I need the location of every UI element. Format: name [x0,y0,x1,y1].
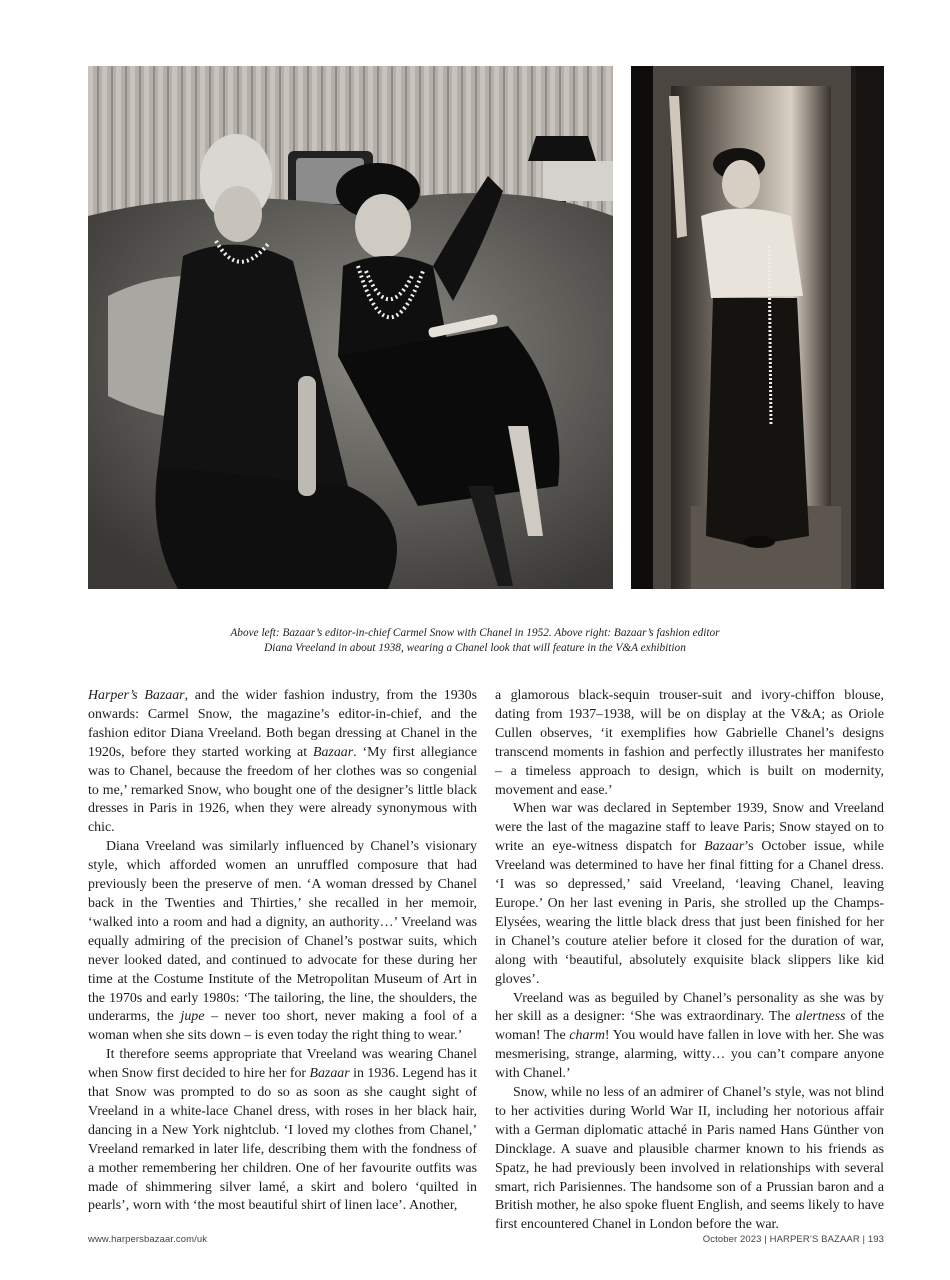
body-paragraph: It therefore seems appropriate that Vreeland was wearing Chanel when Snow first decided to hire her for Bazaar in 1936. Legend has it that Snow was prompted to do so as soon as she caught sight of Vreeland in a white-lace Chanel dress, with roses in her black hair, dancing in a New York nightclub. ‘I loved my clothes from Chanel,’ Vreeland remarked in later life, describing them with the fondness of a mother remembering her children. One of her favourite outfits was made of shimmering silver lamé, a skirt and bolero ‘quilted in pearls’, worn with ‘the most beautiful shirt of linen lace’. Another, [88,1047,477,1214]
photo-snow-and-chanel [88,66,613,589]
body-paragraph: Diana Vreeland was similarly influenced by Chanel’s visionary style, which afforded women an unruffled composure that had previously been the preserve of men. ‘A woman dressed by Chanel back in the Twenties and Thirties,’ she recalled in her memoir, ‘walked into a room and had a dignity, an authority…’ Vreeland was equally admiring of the precision of Chanel’s postwar suits, which never looked dated, and continued to advocate for these during her time at the Costume Institute of the Metropolitan Museum of Art in the 1970s and early 1980s: ‘The tailoring, the line, the shoulders, the underarms, the jupe – never too short, never making a fool of a woman when she sits down – is even today the right thing to wear.’ [88,839,477,1044]
article-column-right [495,687,884,1235]
body-paragraph: a glamorous black-sequin trouser-suit and ivory-chiffon blouse, dating from 1937–1938, will be on display at the V&A; as Oriole Cullen observes, ‘it exemplifies how Gabrielle Chanel’s designs transcend moments in fashion and perfectly illustrates her manifesto – a timeless approach to design, which is built on modernity, movement and ease.’ [495,688,884,798]
photo-diana-vreeland [631,66,884,589]
italic-text: Bazaar [309,1066,350,1082]
article-column-left [88,687,477,1216]
body-paragraph: Harper’s Bazaar, and the wider fashion industry, from the 1930s onwards: Carmel Snow, the magazine’s editor-in-chief, and the fashion editor Diana Vreeland. Both began dressing at Chanel in the 1920s, before they started working at Bazaar. ‘My first allegiance was to Chanel, because the freedom of her clothes was so congenial to me,’ remarked Snow, who bought one of the designer’s little black dresses in Paris in 1926, when they were already synonymous with chic. [88,688,478,836]
italic-text: charm [569,1028,605,1044]
body-paragraph: When war was declared in September 1939, Snow and Vreeland were the last of the magazine staff to leave Paris; Snow stayed on to write an eye-witness dispatch for Bazaar’s October issue, while Vreeland was determined to have her final fitting for a Chanel dress. ‘I was so depressed,’ said Vreeland, ‘leaving Chanel, leaving Europe.’ On her last evening in Paris, she strolled up the Champs-Elysées, wearing the little black dress that just been finished for her in Chanel’s couture atelier before it closed for the duration of war, along with ‘beautiful, absolutely exquisite black slippers like kid gloves’. [495,801,884,987]
caption-line-2: Diana Vreeland in about 1938, wearing a Chanel look that will feature in the V&A exhibition [264,642,686,654]
photo-caption [150,626,800,656]
photo-diana-vreeland-image [631,66,884,589]
footer-folio: October 2023 | HARPER’S BAZAAR | 193 [702,1234,884,1245]
italic-text: Bazaar [704,839,745,855]
body-paragraph: Snow, while no less of an admirer of Chanel’s style, was not blind to her activities during World War II, including her notorious affair with a German diplomatic attaché in Paris named Hans Günther von Dincklage. A suave and plausible charmer known to his friends as Spatz, he had previously been involved in relationships with several smart, rich Parisiennes. The handsome son of a Prussian baron and a British mother, he also spoke fluent English, and seems likely to have first encountered Chanel in London before the war. [495,1085,884,1233]
italic-text: jupe [180,1009,205,1025]
photo-snow-and-chanel-image [88,66,613,589]
body-paragraph: Vreeland was as beguiled by Chanel’s personality as she was by her skill as a designer: ‘She was extraordinary. The alertness of the woman! The charm! You would have fallen in love with her. She was mesmerising, strange, alarming, witty… you can’t compare anyone with Chanel.’ [495,990,884,1082]
italic-text: alertness [795,1009,846,1025]
italic-text: Bazaar [313,744,354,760]
caption-line-1: Above left: Bazaar’s editor-in-chief Carmel Snow with Chanel in 1952. Above right: Bazaar’s fashion editor [230,627,720,639]
italic-text: Harper’s Bazaar [88,688,185,703]
footer-url: www.harpersbazaar.com/uk [88,1234,208,1245]
